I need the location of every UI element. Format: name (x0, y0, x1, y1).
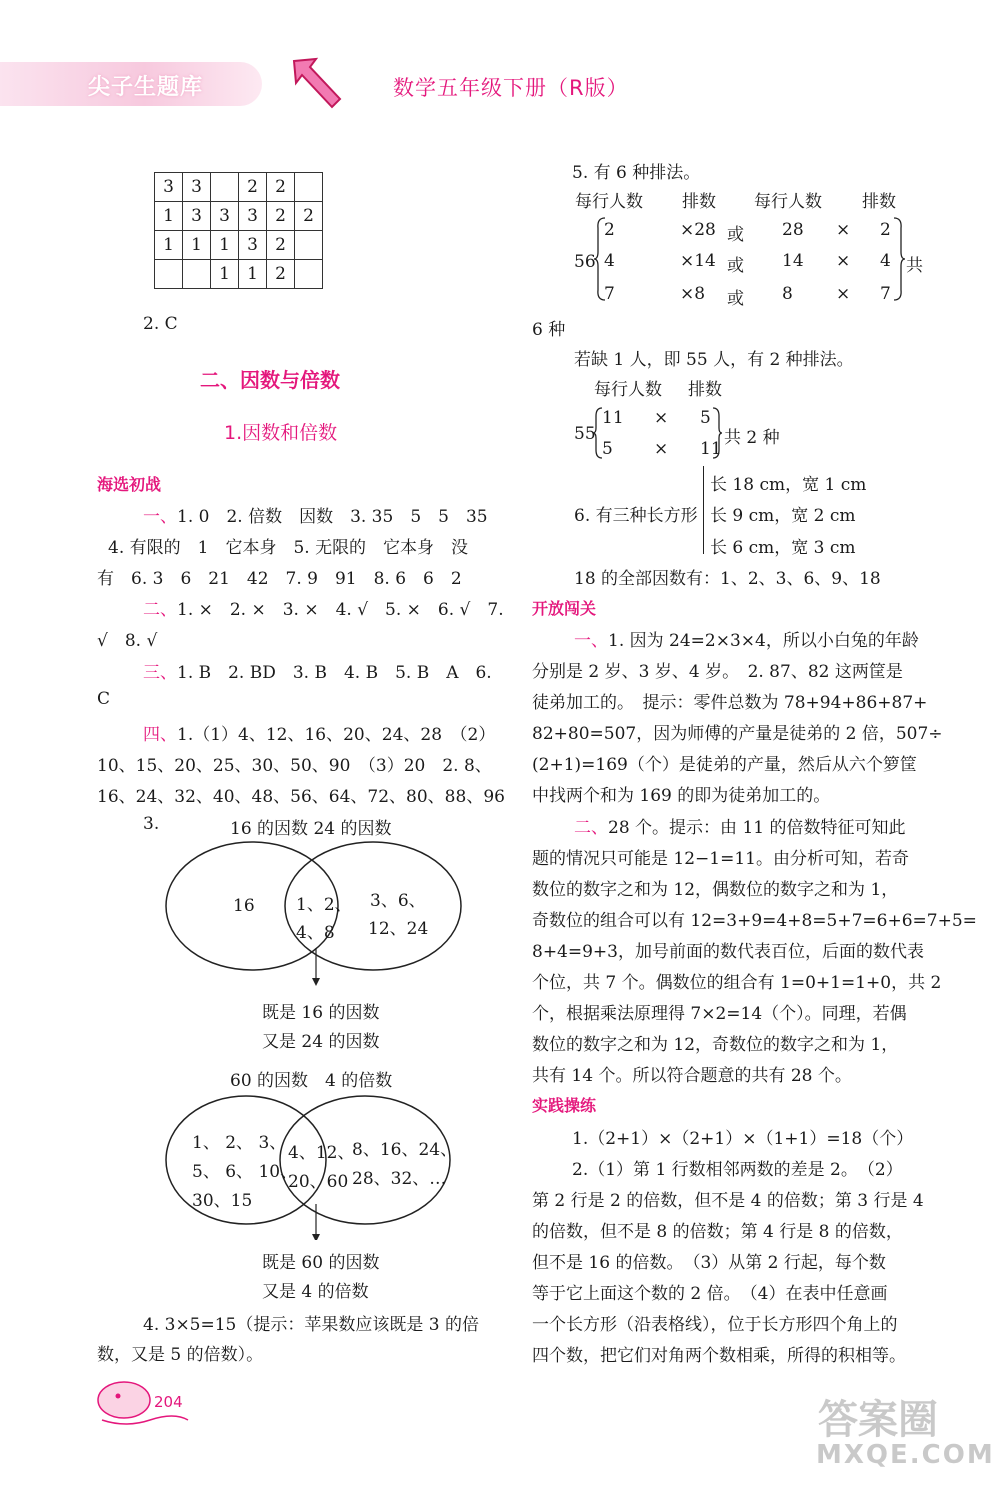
q5-cell: ×8 (680, 284, 706, 304)
venn2-mid-1: 4、12、 (288, 1143, 355, 1163)
open2-line-2: 题的情况只可能是 12−1=11。由分析可知，若奇 (532, 849, 909, 869)
open1-line-1: 一、1. 因为 24=2×3×4，所以小白兔的年龄 (574, 631, 919, 651)
open1-line-5: (2+1)=169（个）是徒弟的产量，然后从六个箩筐 (532, 755, 917, 775)
q6-item-1: 长 18 cm，宽 1 cm (710, 475, 867, 495)
section-haixuan: 海选初战 (97, 475, 162, 494)
part1-line2: 4. 有限的 1 它本身 5. 无限的 它本身 没 (108, 538, 469, 558)
venn1-mid-1: 1、2、 (296, 895, 352, 915)
section-shijian: 实践操练 (532, 1096, 597, 1115)
practice-line-1: 1.（2+1）×（2+1）×（1+1）=18（个） (572, 1129, 914, 1149)
venn2-left-3: 30、15 (192, 1191, 253, 1211)
venn2-title: 60 的因数 4 的倍数 (230, 1071, 393, 1091)
venn1-caption-1: 既是 16 的因数 (262, 1003, 380, 1023)
q6-bar (703, 466, 704, 554)
open2-line-3: 数位的数字之和为 12，偶数位的数字之和为 1， (532, 880, 899, 900)
venn1-right-1: 3、6、 (370, 891, 426, 911)
venn2-mid-2: 20、60 (288, 1172, 349, 1192)
open2-line-1: 二、28 个。提示：由 11 的倍数特征可知此 (574, 818, 906, 838)
q5b-cell: 5 (602, 439, 613, 459)
venn2-right-1: 8、16、24、 (352, 1140, 458, 1160)
venn2-left-2: 5、 6、 10、 (192, 1162, 298, 1182)
series-title: 尖子生题库 (88, 75, 204, 100)
venn2-right-2: 28、32、… (352, 1169, 447, 1189)
part4-line3: 16、24、32、40、48、56、64、72、80、88、96 (97, 787, 505, 807)
q5-cell: 7 (880, 284, 891, 304)
grid-cell (295, 260, 323, 289)
q5-missing: 若缺 1 人，即 55 人，有 2 种排法。 (574, 350, 854, 370)
question-3-number: 3. (143, 814, 160, 834)
q5-cell: 2 (604, 220, 615, 240)
part1-line1: 一、1. 0 2. 倍数 因数 3. 35 5 5 35 (143, 507, 488, 527)
practice-line-4: 的倍数，但不是 8 的倍数；第 4 行是 8 的倍数， (532, 1222, 903, 1242)
open2-line-4: 奇数位的组合可以有 12=3+9=4+8=5+7=6+6=7+5= (532, 911, 977, 931)
grid-cell (211, 173, 239, 202)
q5-cell: 或 (727, 225, 744, 245)
practice-line-5: 但不是 16 的倍数。 （3）从第 2 行起，每个数 (532, 1253, 886, 1273)
grid-cell: 3 (239, 231, 267, 260)
grid-row (155, 202, 323, 231)
practice-line-3: 第 2 行是 2 的倍数，但不是 4 的倍数；第 3 行是 4 (532, 1191, 924, 1211)
part3-line1: 三、1. B 2. BD 3. B 4. B 5. B A 6. (143, 663, 492, 683)
part1-line3: 有 6. 3 6 21 42 7. 9 91 8. 6 6 2 (97, 569, 462, 589)
grid-cell: 2 (267, 231, 295, 260)
grid-cell (295, 231, 323, 260)
venn1-title: 16 的因数 24 的因数 (230, 819, 392, 839)
grid-cell: 3 (211, 202, 239, 231)
q5-cell: 8 (782, 284, 793, 304)
grid-cell: 3 (183, 173, 211, 202)
q5-total: 56 (574, 252, 596, 272)
answer-grid (154, 172, 323, 289)
open2-line-5: 8+4=9+3，加号前面的数代表百位，后面的数代表 (532, 942, 924, 962)
grid-cell: 1 (211, 231, 239, 260)
grid-cell: 2 (267, 173, 295, 202)
open1-line-6: 中找两个和为 169 的即为徒弟加工的。 (532, 786, 831, 806)
practice-line-6: 等于它上面这个数的 2 倍。 （4）在表中任意画 (532, 1284, 888, 1304)
watermark-url: MXQE.COM (816, 1440, 995, 1470)
q5-cell: × (836, 251, 851, 271)
venn1-right-2: 12、24 (368, 919, 429, 939)
venn2-caption-2: 又是 4 的倍数 (262, 1282, 369, 1302)
q5b-right-brace (711, 406, 723, 460)
q6-item-2: 长 9 cm，宽 2 cm (710, 506, 856, 526)
grid-row (155, 231, 323, 260)
q6-item-3: 长 6 cm，宽 3 cm (710, 538, 856, 558)
grid-cell: 2 (267, 260, 295, 289)
q5-cell: 或 (727, 256, 744, 276)
grid-cell: 2 (239, 173, 267, 202)
practice-line-8: 四个数，把它们对角两个数相乘，所得的积相等。 (532, 1346, 906, 1366)
venn2-caption-1: 既是 60 的因数 (262, 1253, 380, 1273)
q5b-cell: 11 (700, 439, 722, 459)
grid-cell: 3 (183, 202, 211, 231)
grid-cell: 1 (155, 202, 183, 231)
question-5-title: 5. 有 6 种排法。 (572, 163, 701, 183)
venn1-mid-2: 4、8 (296, 923, 335, 943)
open2-line-9: 共有 14 个。所以符合题意的共有 28 个。 (532, 1066, 852, 1086)
grid-cell: 1 (183, 231, 211, 260)
practice-line-2: 2.（1）第 1 行数相邻两数的差是 2。 （2） (572, 1160, 903, 1180)
open1-line-3: 徒弟加工的。 提示：零件总数为 78+94+86+87+ (532, 693, 928, 713)
q5b-header-2: 排数 (688, 380, 722, 400)
open1-line-4: 82+80=507，因为师傅的产量是徒弟的 2 倍，507÷ (532, 724, 943, 744)
q5b-cell: 11 (602, 408, 624, 428)
grid-cell: 3 (155, 173, 183, 202)
open2-line-8: 数位的数字之和为 12，奇数位的数字之和为 1， (532, 1035, 899, 1055)
question-6-label: 6. 有三种长方形 (574, 506, 698, 526)
part4-line1: 四、1.（1）4、12、16、20、24、28 （2） (143, 725, 496, 745)
part2-line1: 二、1. × 2. × 3. × 4. √ 5. × 6. √ 7. (143, 600, 504, 620)
practice-line-7: 一个长方形（沿表格线），位于长方形四个角上的 (532, 1315, 898, 1335)
q5-right-brace (892, 216, 906, 302)
q5-cell: 4 (604, 251, 615, 271)
open2-line-6: 个位，共 7 个。偶数位的组合有 1=0+1=1+0，共 2 (532, 973, 942, 993)
q5-cell: × (836, 284, 851, 304)
venn2-left-1: 1、 2、 3、 (192, 1133, 287, 1153)
q5b-gong: 共 2 种 (724, 428, 780, 448)
q5-gong: 共 (906, 256, 923, 276)
q5-cell: 7 (604, 284, 615, 304)
venn1-caption-2: 又是 24 的因数 (262, 1032, 380, 1052)
q5-cell: 2 (880, 220, 891, 240)
page-number: 204 (154, 1393, 183, 1411)
open2-line-7: 个，根据乘法原理得 7×2=14（个）。同理，若偶 (532, 1004, 907, 1024)
section-kaifang: 开放闯关 (532, 599, 597, 618)
open1-line-2: 分别是 2 岁、3 岁、4 岁。 2. 87、82 这两筐是 (532, 662, 903, 682)
q5-cell: 28 (782, 220, 804, 240)
q5-cell: ×14 (680, 251, 716, 271)
grid-cell: 1 (211, 260, 239, 289)
watermark-logo: 答案圈 (818, 1397, 938, 1443)
q5-six-kinds: 6 种 (532, 320, 566, 340)
grid-cell: 3 (239, 202, 267, 231)
q5-header-3: 每行人数 (754, 192, 822, 212)
part3-line2: C (97, 689, 111, 709)
q6-factors: 18 的全部因数有：1、2、3、6、9、18 (574, 569, 881, 589)
grid-cell: 2 (295, 202, 323, 231)
grid-row (155, 260, 323, 289)
part2-line2: √ 8. √ (97, 631, 158, 651)
grid-cell: 2 (267, 202, 295, 231)
q5-cell: 或 (727, 289, 744, 309)
grid-cell (295, 173, 323, 202)
chapter-title: 二、因数与倍数 (200, 368, 340, 392)
grid-row (155, 173, 323, 202)
q5-cell: 14 (782, 251, 804, 271)
venn1-left-text: 16 (233, 896, 255, 916)
grid-cell (155, 260, 183, 289)
q5b-cell: 5 (700, 408, 711, 428)
question-4-line1: 4. 3×5=15（提示：苹果数应该既是 3 的倍 (143, 1315, 479, 1335)
grid-cell (183, 260, 211, 289)
answer-2: 2. C (143, 314, 178, 334)
q5-cell: 4 (880, 251, 891, 271)
q5b-cell: × (654, 439, 669, 459)
grid-cell: 1 (239, 260, 267, 289)
grid-cell: 1 (155, 231, 183, 260)
q5-header-1: 每行人数 (575, 192, 643, 212)
q5b-total: 55 (574, 424, 596, 444)
q5-header-2: 排数 (682, 192, 716, 212)
question-4-line2: 数，又是 5 的倍数）。 (97, 1345, 264, 1365)
arrow-icon (290, 55, 346, 111)
q5-cell: × (836, 220, 851, 240)
q5b-header-1: 每行人数 (594, 380, 662, 400)
book-title: 数学五年级下册（R版） (393, 76, 629, 100)
part4-line2: 10、15、20、25、30、50、90 （3）20 2. 8、 (97, 756, 492, 776)
q5-header-4: 排数 (862, 192, 896, 212)
q5b-cell: × (654, 408, 669, 428)
q5-cell: ×28 (680, 220, 716, 240)
lesson-title: 1.因数和倍数 (224, 422, 338, 444)
